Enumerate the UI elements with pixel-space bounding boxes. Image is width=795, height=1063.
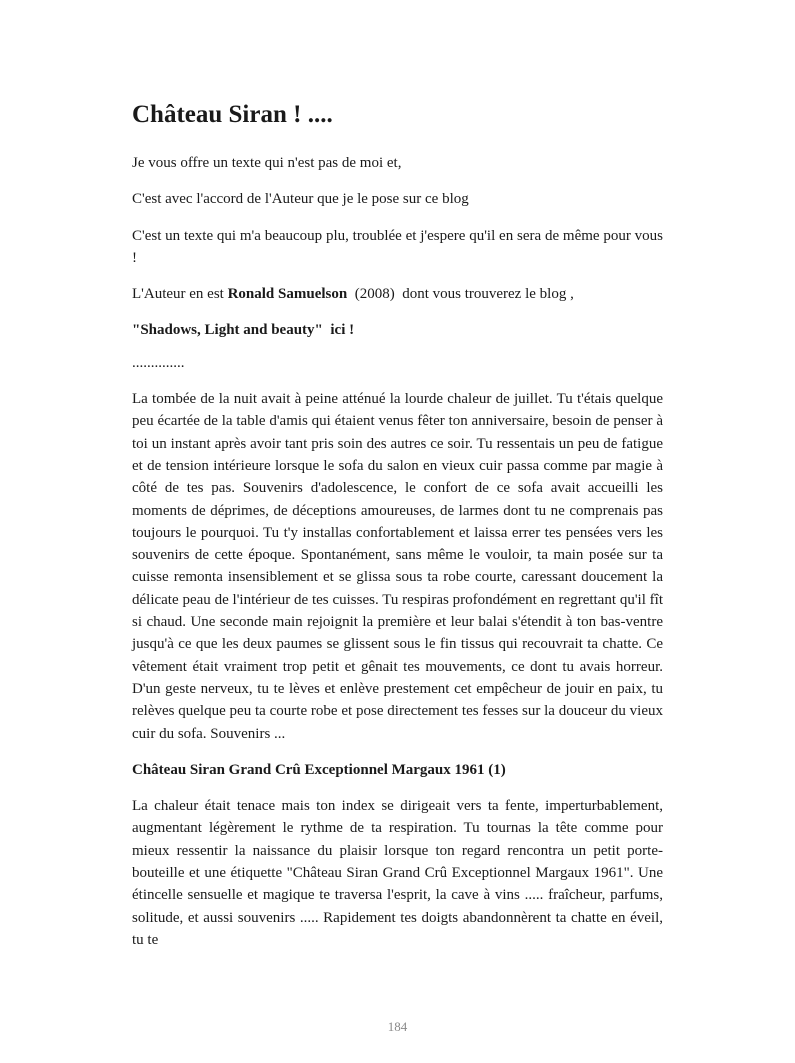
page-number: 184 (387, 1019, 408, 1034)
page-title: Château Siran ! .... (132, 101, 333, 128)
blog-link[interactable]: "Shadows, Light and beauty" ici ! (132, 322, 355, 339)
separator-dots: .............. (132, 354, 185, 371)
author-credit (132, 283, 663, 305)
section-title: Château Siran Grand Crû Exceptionnel Margaux 1961 (1) (132, 761, 506, 778)
story-paragraph-2: La chaleur était tenace mais ton index se dirigeait vers ta fente, imperturbablement, augmentant légèrement le rythme de ta respiration. Tu tournas la tête comme pour mieux ressentir la naissance du plaisir lorsque ton regard rencontra un petit porte-bouteille et une étiquette "Château Siran Grand Crû Exceptionnel Margaux 1961". Une étincelle sensuelle et magique te traversa l'esprit, la cave à vins ..... fraîcheur, parfums, solitude, et aussi souvenirs ..... Rapidement tes doigts abandonnèrent ta chatte en éveil, tu te (132, 798, 663, 948)
author-suffix: (2008) dont vous trouverez le blog , (347, 286, 574, 303)
story-paragraph-1: La tombée de la nuit avait à peine atténué la lourde chaleur de juillet. Tu t'étais quelque peu écartée de la table d'amis qui étaient venus fêter ton anniversaire, besoin de penser à toi un instant après avoir tant pris soin des autres ce soir. Tu ressentais un peu de fatigue et de tension intérieure lorsque le sofa du salon en vieux cuir passa comme par magie à côté de tes pas. Souvenirs d'adolescence, le confort de ce sofa avait accueilli les moments de déprimes, de déceptions amoureuses, de larmes dont tu ne comprenais pas toujours le pourquoi. Tu t'y installas confortablement et laissa errer tes pensées vers les souvenirs de cette époque. Spontanément, sans même le vouloir, ta main posée sur ta cuisse remonta insensiblement et se glissa sous ta robe courte, caressant doucement la délicate peau de l'intérieur de tes cuisses. Tu respiras profondément en regrettant qu'il fît si chaud. Une seconde main rejoignit la première et leur balai s'étendit à ton bas-ventre jusqu'à ce que les deux paumes se glissent sous le fin tissus qui recouvrait ta chatte. Ce vêtement était vraiment trop petit et gênait tes mouvements, ce dont tu avais horreur. D'un geste nerveux, tu te lèves et enlève prestement cet empêcheur de jouir en paix, tu relèves quelque peu ta courte robe et pose directement tes fesses sur la douceur du vieux cuir du sofa. Souvenirs ... (132, 391, 663, 742)
document-page (132, 95, 663, 965)
intro-line-2: C'est avec l'accord de l'Auteur que je le pose sur ce blog (132, 191, 469, 208)
intro-line-3: C'est un texte qui m'a beaucoup plu, troublée et j'espere qu'il en sera de même pour vous ! (132, 227, 663, 266)
intro-line-1: Je vous offre un texte qui n'est pas de moi et, (132, 155, 402, 171)
author-prefix: L'Auteur en est (132, 286, 228, 303)
author-name: Ronald Samuelson (227, 286, 348, 303)
